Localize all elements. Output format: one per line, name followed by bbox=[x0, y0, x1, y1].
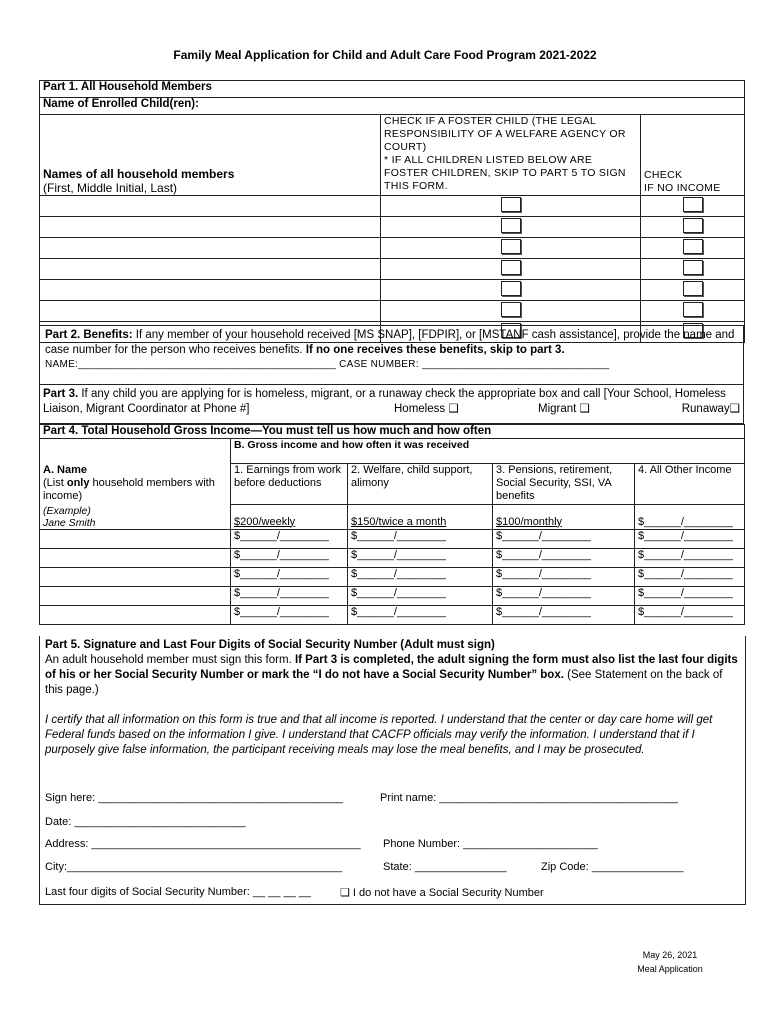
member-name-field[interactable] bbox=[40, 280, 381, 301]
other-income-field[interactable]: $______/________ bbox=[635, 605, 745, 624]
no-income-checkbox[interactable] bbox=[683, 218, 703, 233]
foster-checkbox[interactable] bbox=[501, 239, 521, 254]
homeless-checkbox[interactable]: Homeless ❑ bbox=[394, 403, 459, 415]
income-name-field[interactable] bbox=[40, 529, 231, 548]
part3-text: If any child you are applying for is homeless, migrant, or a runaway check the appropriate box and call [Your School, Homeless Liaison, Migrant Coordinator at Phone #] bbox=[43, 388, 726, 415]
enrolled-children-label: Name of Enrolled Child(ren): bbox=[40, 98, 745, 115]
phone-field[interactable]: Phone Number: ______________________ bbox=[383, 838, 598, 850]
foster-checkbox[interactable] bbox=[501, 197, 521, 212]
part4-table bbox=[39, 424, 745, 625]
part3-label: Part 3. bbox=[43, 388, 79, 400]
part2-label: Part 2. Benefits: bbox=[45, 329, 133, 341]
no-income-checkbox[interactable] bbox=[683, 260, 703, 275]
income-name-field[interactable] bbox=[40, 567, 231, 586]
foster-checkbox[interactable] bbox=[501, 260, 521, 275]
no-income-checkbox[interactable] bbox=[683, 281, 703, 296]
example-pension: $100/monthly bbox=[496, 515, 563, 528]
col4-header: 4. All Other Income bbox=[635, 464, 745, 505]
member-name-field[interactable] bbox=[40, 196, 381, 217]
other-income-field[interactable]: $______/________ bbox=[635, 586, 745, 605]
city-field[interactable]: City:_____________________________________________ bbox=[45, 861, 343, 873]
col-a-sub: (List bbox=[43, 476, 67, 489]
income-name-field[interactable] bbox=[40, 548, 231, 567]
example-earnings: $200/weekly bbox=[234, 515, 296, 528]
member-row bbox=[40, 238, 745, 259]
col-a-sub2: household members with income) bbox=[43, 476, 215, 502]
zip-field[interactable]: Zip Code: _______________ bbox=[541, 861, 684, 873]
part1-heading: Part 1. All Household Members bbox=[40, 81, 745, 98]
other-income-field[interactable]: $______/________ bbox=[635, 548, 745, 567]
example-other: $______/________ bbox=[635, 505, 745, 530]
example-cell bbox=[40, 505, 231, 530]
foster-checkbox[interactable] bbox=[501, 302, 521, 317]
part2-section bbox=[39, 325, 744, 385]
no-income-header: CHECK IF NO INCOME bbox=[641, 115, 745, 196]
footer-date: May 26, 2021 bbox=[642, 950, 698, 960]
certification-text: I certify that all information on this form is true and that all income is reported. I understand that the center or day care home will get Federal funds based on the information I give. I understand that CACFP officials may verify the information. I understand that if I purposely give false information, the participant receiving meals may lose the meal benefits, and I may be prosecuted. bbox=[45, 714, 713, 756]
earnings-field[interactable]: $______/________ bbox=[231, 529, 348, 548]
member-row bbox=[40, 217, 745, 238]
pension-field[interactable]: $______/________ bbox=[493, 567, 635, 586]
member-row bbox=[40, 259, 745, 280]
earnings-field[interactable]: $______/________ bbox=[231, 586, 348, 605]
part5-section bbox=[39, 636, 746, 905]
pension-field[interactable]: $______/________ bbox=[493, 529, 635, 548]
income-row bbox=[40, 548, 745, 567]
footer-doc-name: Meal Application bbox=[637, 964, 703, 974]
names-subheader: (First, Middle Initial, Last) bbox=[43, 181, 178, 195]
pension-field[interactable]: $______/________ bbox=[493, 586, 635, 605]
address-field[interactable]: Address: ____________________________________________ bbox=[45, 838, 361, 850]
part5-intro-end: (See Statement on the back of this page.) bbox=[45, 669, 723, 696]
income-row bbox=[40, 529, 745, 548]
part2-skip-text: If no one receives these benefits, skip to part 3. bbox=[305, 344, 565, 356]
col2-header: 2. Welfare, child support, alimony bbox=[348, 464, 493, 505]
pension-field[interactable]: $______/________ bbox=[493, 548, 635, 567]
welfare-field[interactable]: $______/________ bbox=[348, 529, 493, 548]
income-row bbox=[40, 586, 745, 605]
part5-intro-bold: If Part 3 is completed, the adult signing the form must also list the last four digits of his or her Social Security Number or mark the “I do not have a Social Security Number” box. bbox=[45, 654, 738, 681]
gross-income-header: B. Gross income and how often it was received bbox=[231, 439, 745, 464]
no-income-checkbox[interactable] bbox=[683, 302, 703, 317]
no-income-checkbox[interactable] bbox=[683, 197, 703, 212]
example-name: Jane Smith bbox=[43, 516, 96, 529]
example-welfare: $150/twice a month bbox=[351, 515, 447, 528]
names-header: Names of all household members bbox=[43, 167, 235, 181]
ssn-field[interactable]: Last four digits of Social Security Number: __ __ __ __ bbox=[45, 886, 311, 898]
part2-name-case-line[interactable]: NAME:____________________________________________ CASE NUMBER: ________________________________ bbox=[45, 359, 610, 370]
other-income-field[interactable]: $______/________ bbox=[635, 567, 745, 586]
pension-field[interactable]: $______/________ bbox=[493, 605, 635, 624]
income-row bbox=[40, 567, 745, 586]
welfare-field[interactable]: $______/________ bbox=[348, 567, 493, 586]
member-name-field[interactable] bbox=[40, 238, 381, 259]
names-header-cell bbox=[40, 115, 381, 196]
foster-checkbox[interactable] bbox=[501, 281, 521, 296]
other-income-field[interactable]: $______/________ bbox=[635, 529, 745, 548]
date-field[interactable]: Date: ____________________________ bbox=[45, 816, 246, 828]
member-name-field[interactable] bbox=[40, 217, 381, 238]
no-income-checkbox[interactable] bbox=[683, 239, 703, 254]
runaway-checkbox[interactable]: Runaway❑ bbox=[681, 403, 740, 415]
part2-text: If any member of your household received [MS SNAP], [FDPIR], or [MSTANF cash assistance], provide the name and case number for the person who receives benefits. bbox=[45, 329, 735, 356]
part5-intro: An adult household member must sign this form. bbox=[45, 654, 295, 666]
no-ssn-checkbox[interactable]: ❑ I do not have a Social Security Number bbox=[340, 887, 544, 899]
member-row bbox=[40, 301, 745, 322]
member-row bbox=[40, 280, 745, 301]
member-name-field[interactable] bbox=[40, 259, 381, 280]
col1-header: 1. Earnings from work before deductions bbox=[231, 464, 348, 505]
part5-heading: Part 5. Signature and Last Four Digits of Social Security Number (Adult must sign) bbox=[45, 639, 495, 651]
example-label: (Example) bbox=[43, 504, 91, 517]
col-a-header bbox=[40, 439, 231, 505]
member-row bbox=[40, 196, 745, 217]
earnings-field[interactable]: $______/________ bbox=[231, 605, 348, 624]
migrant-checkbox[interactable]: Migrant ❑ bbox=[538, 403, 590, 415]
sign-here-field[interactable]: Sign here: ________________________________________ bbox=[45, 792, 343, 804]
col3-header: 3. Pensions, retirement, Social Security, SSI, VA benefits bbox=[493, 464, 635, 505]
foster-header: CHECK IF A FOSTER CHILD (THE LEGAL RESPONSIBILITY OF A WELFARE AGENCY OR COURT) * IF ALL CHILDREN LISTED BELOW ARE FOSTER CHILDREN, SKIP TO PART 5 TO SIGN THIS FORM. bbox=[381, 115, 641, 196]
part4-heading: Part 4. Total Household Gross Income—You must tell us how much and how often bbox=[40, 425, 745, 439]
foster-checkbox[interactable] bbox=[501, 218, 521, 233]
income-row bbox=[40, 605, 745, 624]
earnings-field[interactable]: $______/________ bbox=[231, 548, 348, 567]
welfare-field[interactable]: $______/________ bbox=[348, 548, 493, 567]
member-name-field[interactable] bbox=[40, 301, 381, 322]
page-title: Family Meal Application for Child and Adult Care Food Program 2021-2022 bbox=[173, 48, 597, 62]
part1-table bbox=[39, 80, 745, 343]
welfare-field[interactable]: $______/________ bbox=[348, 605, 493, 624]
state-field[interactable]: State: _______________ bbox=[383, 861, 507, 873]
income-name-field[interactable] bbox=[40, 586, 231, 605]
welfare-field[interactable]: $______/________ bbox=[348, 586, 493, 605]
income-name-field[interactable] bbox=[40, 605, 231, 624]
col-a-only: only bbox=[66, 476, 90, 489]
part3-section bbox=[39, 384, 744, 424]
earnings-field[interactable]: $______/________ bbox=[231, 567, 348, 586]
col-a-title: A. Name bbox=[43, 463, 88, 476]
print-name-field[interactable]: Print name: _______________________________________ bbox=[380, 792, 678, 804]
